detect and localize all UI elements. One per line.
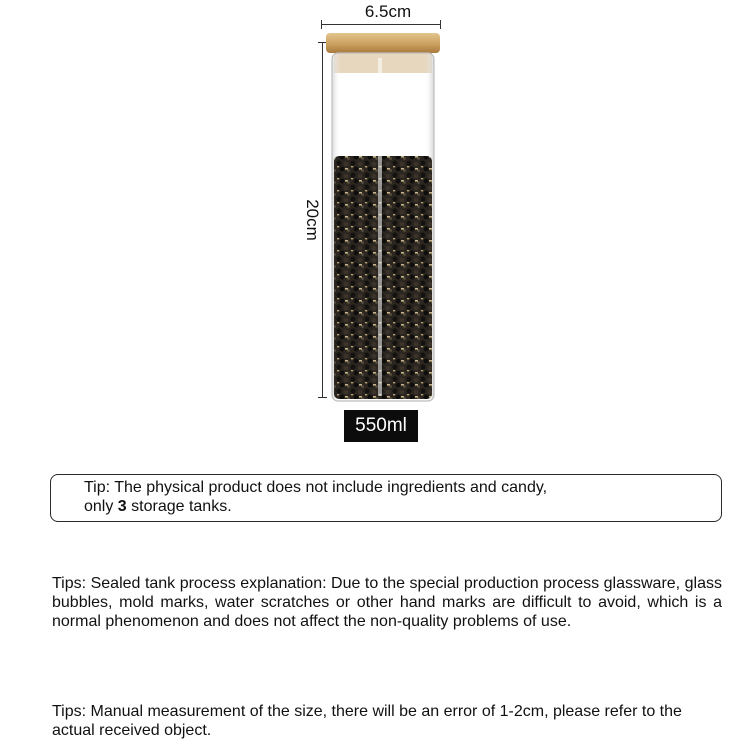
tip-box-line1: Tip: The physical product does not include ingredients and candy, [84,479,548,496]
glass-jar-image [322,28,444,408]
tip-box-line2 [84,497,694,516]
height-dimension-label: 20cm [303,199,322,241]
tips-process-paragraph: Tips: Sealed tank process explanation: Due to the special production process glassware, glass bubbles, mold marks, water scratches or other hand marks are difficult to avoid, which is a normal phenomenon and does not affect the non-quality problems of use. [52,575,722,630]
tip-box-text [84,478,694,516]
jar-contents [334,156,432,399]
tips-measurement-paragraph: Tips: Manual measurement of the size, there will be an error of 1-2cm, please refer to the actual received object. [52,703,682,739]
width-dimension-label: 6.5cm [364,2,412,21]
bamboo-lid [326,33,440,53]
capacity-badge: 550ml [344,410,418,442]
tip-box-line2-prefix: only [84,498,118,515]
width-dimension-line [321,24,441,25]
tip-box-count: 3 [117,498,127,515]
tip-box-line2-suffix: storage tanks. [126,498,232,515]
